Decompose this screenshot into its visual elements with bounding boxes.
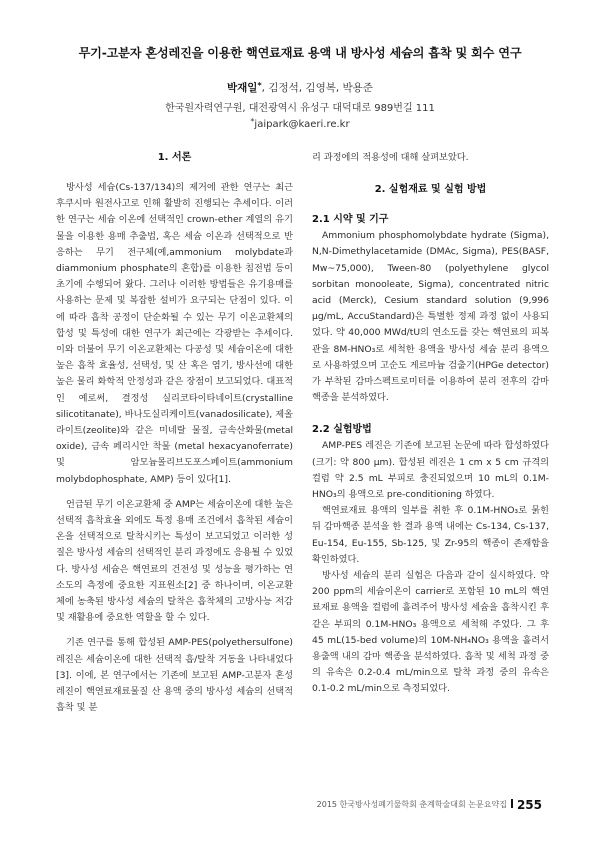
section-2-heading: 2. 실험재료 및 실험 방법 bbox=[374, 184, 487, 196]
right-column bbox=[312, 150, 549, 698]
left-column bbox=[56, 150, 293, 717]
contact-email bbox=[0, 117, 600, 130]
affiliation: 한국원자력연구원, 대전광역시 유성구 대덕대로 989번길 111 bbox=[165, 103, 435, 114]
email-address: jaipark@kaeri.re.kr bbox=[254, 119, 350, 130]
page-number: 255 bbox=[516, 798, 542, 812]
subsection-2-1-heading: 2.1 시약 및 기구 bbox=[312, 214, 389, 226]
footer-divider bbox=[511, 799, 513, 808]
method-paragraph-2: 핵연료재료 용액의 일부를 취한 후 0.1M-HNO₃로 묽힌 뒤 감마핵종 분석을 한 결과 용액 내에는 Cs-134, Cs-137, Eu-154, Eu-155, Sb-125, 및 Zr-95의 핵종이 존재함을 확인하였다. bbox=[312, 505, 549, 565]
coauthors: , 김정석, 김영복, 박용준 bbox=[261, 82, 373, 94]
proceedings-title: 2015 한국방사성폐기물학회 춘계학술대회 논문요약집 bbox=[316, 800, 507, 809]
presenting-author: 박재일 bbox=[227, 82, 258, 94]
presenting-author-mark: * bbox=[257, 81, 262, 90]
email-mark: * bbox=[250, 117, 255, 126]
intro-paragraph-3: 기존 연구를 통해 합성된 AMP-PES(polyethersulfone) 레진은 세슘이온에 대한 선택적 흡/탈착 거동을 나타내었다[3]. 이에, 본 연구에서는 기존에 보고된 AMP-고분자 혼성레진이 핵연료재료물질 산 용액 중의 방사성 세슘의 선택적 흡착 및 분 bbox=[56, 637, 293, 714]
intro-paragraph-1: 방사성 세슘(Cs-137/134)의 제거에 관한 연구는 최근 후쿠시마 원전사고로 인해 활발히 진행되는 추세이다. 이러한 연구는 세슘 이온에 선택적인 crown-ether 계열의 유기물을 이용한 용매 추출법, 혹은 세슘 이온과 선택적으로 반응하는 무기 전구체(예,ammonium molybdate과 diammonium phosphate의 혼합)를 이용한 침전법 등이 초기에 수행되어 왔다. 그러나 이러한 방법들은 유기용매를 사용하는 문제 및 복잡한 설비가 요구되는 단점이 있다. 이에 따라 흡착 공정이 단순화될 수 있는 무기 이온교환체의 합성 및 특성에 대한 연구가 최근에는 각광받는 추세이다. 이와 더불어 무기 이온교환체는 다공성 및 세슘이온에 대한 높은 흡착 효율성, 선택성, 및 산 혹은 염기, 방사선에 대한 높은 물리 화학적 안정성과 같은 장점이 보고되었다. 대표적인 예로써, 결정성 실리코타이타네이트(crystalline silicotitanate), 바나도실리케이트(vanadosilicate), 제올라이트(zeolite)와 같은 미네랄 물질, 금속산화물(metal oxide), 금속 페리시안 착물 (metal hexacyanoferrate) 및 암모늄몰리브도포스페이트(ammonium molybdophosphate, AMP) 등이 있다[1]. bbox=[56, 182, 293, 485]
page-footer bbox=[317, 798, 542, 812]
author-line bbox=[0, 80, 600, 95]
section-1-heading: 1. 서론 bbox=[157, 152, 192, 163]
reagents-paragraph: Ammonium phosphomolybdate hydrate (Sigma), N,N-Dimethylacetamide (DMAc, Sigma), PES(BASF, Mw~75,000), Tween-80 (polyethylene glycol sorbitan monooleate, Sigma), concentrated nitric acid (Merck), Cesium standard solution (9,996 μg/mL, AccuStandard)은 특별한 정제 과정 없이 사용되었다. 약 40,000 MWd/tU의 연소도를 갖는 핵연료의 피복관을 8M-HNO₃로 세척한 용액을 방사성 세슘 분리 용액으로 사용하였으며 고순도 게르마늄 검출기(HPGe detector)가 부착된 감마스펙트로미터를 이용하여 분리 전후의 감마핵종을 분석하였다. bbox=[312, 230, 549, 404]
paper-title: 무기-고분자 혼성레진을 이용한 핵연료재료 용액 내 방사성 세슘의 흡착 및 회수 연구 bbox=[78, 46, 522, 60]
method-paragraph-3: 방사성 세슘의 분리 실험은 다음과 같이 실시하였다. 약 200 ppm의 세슘이온이 carrier로 포함된 10 mL의 핵연료재료 용액을 컬럼에 흘려주어 방사성 세슘을 흡착시킨 후 같은 부피의 0.1M-HNO₃ 용액으로 세척해 주었다. 그 후 45 mL(15-bed volume)의 10M-NH₄NO₃ 용액을 흘려서 용출액 내의 감마 핵종을 분석하였다. 흡착 및 세척 과정 중의 유속은 0.2-0.4 mL/min으로 탈착 과정 중의 유속은 0.1-0.2 mL/min으로 측정되었다. bbox=[312, 570, 549, 695]
intro-paragraph-3-continued: 리 과정에의 적용성에 대해 살펴보았다. bbox=[312, 152, 469, 163]
subsection-2-2-heading: 2.2 실험방법 bbox=[312, 424, 372, 436]
intro-paragraph-2: 언급된 무기 이온교환체 중 AMP는 세슘이온에 대한 높은 선택적 흡착효율 외에도 특정 용매 조건에서 흡착된 세슘이온을 선택적으로 탈착시키는 특성이 보고되었고 이러한 성질은 방사성 세슘의 선택적인 분리 과정에도 응용될 수 있었다. 방사성 세슘은 핵연료의 건전성 및 성능을 평가하는 연소도의 측정에 중요한 지표원소[2] 중 하나이며, 이온교환체에 농축된 방사성 세슘의 탈착은 흡착체의 고방사능 저감 및 재활용에 중요한 역할을 할 수 있다. bbox=[56, 498, 293, 624]
method-paragraph-1: AMP-PES 레진은 기존에 보고된 논문에 따라 합성하였다(크기: 약 800 μm). 합성된 레진은 1 cm x 5 cm 규격의 컬럼 약 2.5 mL 부피로 충진되었으며 10 mL의 0.1M-HNO₃의 용액으로 pre-conditioning 하였다. bbox=[312, 440, 549, 501]
